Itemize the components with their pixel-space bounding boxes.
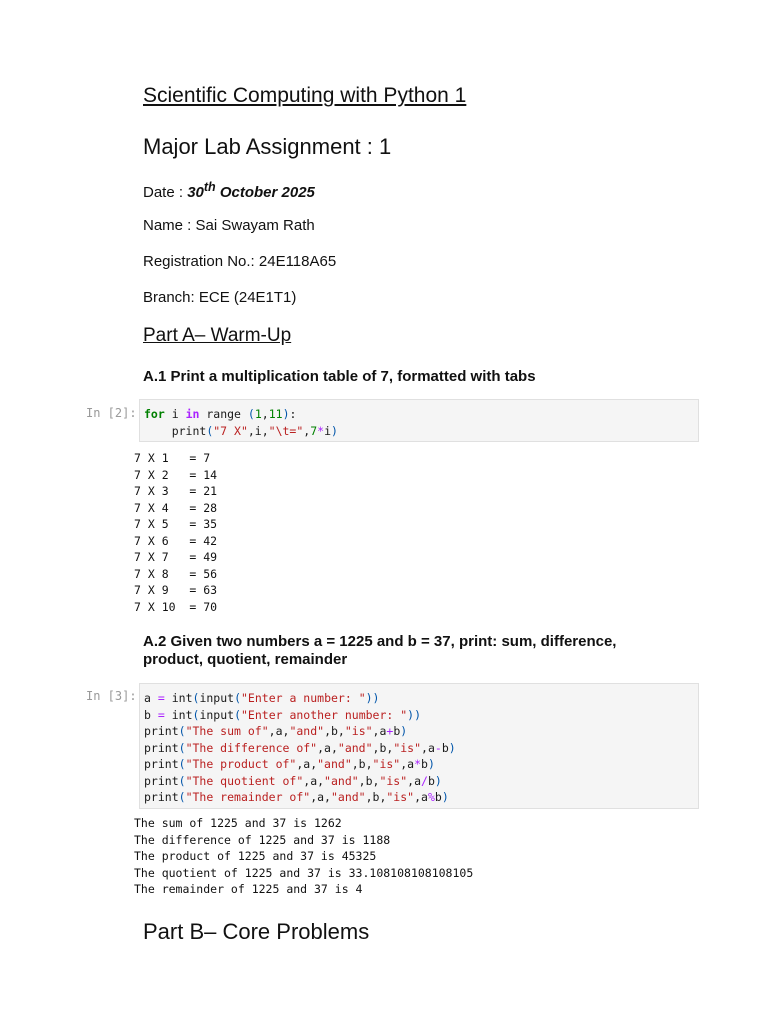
cell-prompt-3: In [3]: xyxy=(86,689,137,703)
date-sup: th xyxy=(203,180,216,194)
question-a2-line2: product, quotient, remainder xyxy=(143,651,348,668)
output-line: 7 X 3 = 21 xyxy=(134,484,218,498)
code-token: in xyxy=(185,407,200,421)
document-title: Scientific Computing with Python 1 xyxy=(143,84,467,107)
date-label: Date : xyxy=(143,184,188,201)
name-line: Name : Sai Swayam Rath xyxy=(143,217,315,234)
code-token: for xyxy=(144,407,165,421)
output-line: The quotient of 1225 and 37 is 33.108108108108105 xyxy=(134,865,474,880)
output-a1 xyxy=(134,450,217,615)
output-a2 xyxy=(134,815,473,898)
output-line: 7 X 2 = 14 xyxy=(134,467,218,482)
output-line: The sum of 1225 and 37 is 1262 xyxy=(134,816,342,830)
output-line: The product of 1225 and 37 is 45325 xyxy=(134,849,377,863)
question-a1: A.1 Print a multiplication table of 7, formatted with tabs xyxy=(143,368,536,385)
date-line xyxy=(143,180,315,201)
branch-line: Branch: ECE (24E1T1) xyxy=(143,289,297,306)
output-line: 7 X 10 = 70 xyxy=(134,599,218,614)
output-line: 7 X 7 = 49 xyxy=(134,550,218,564)
question-a2 xyxy=(143,633,663,669)
code-cell-2[interactable]: for i in range (1,11): print("7 X",i,"\t=",7*i) xyxy=(139,399,699,442)
part-b-heading: Part B– Core Problems xyxy=(143,919,370,944)
output-line: The remainder of 1225 and 37 is 4 xyxy=(134,882,363,896)
output-line: 7 X 6 = 42 xyxy=(134,533,218,548)
output-line: 7 X 1 = 7 xyxy=(134,451,211,465)
registration-line: Registration No.: 24E118A65 xyxy=(143,253,337,270)
output-line: 7 X 4 = 28 xyxy=(134,500,218,515)
date-rest: October 2025 xyxy=(215,184,315,201)
output-line: 7 X 9 = 63 xyxy=(134,583,218,597)
code-cell-3[interactable]: a = int(input("Enter a number: ")) b = int(input("Enter another number: ")) print("The sum of",a,"and",b,"is",a+b) print("The difference of",a,"and",b,"is",a-b) print("The product of",a,"and",b,"is",a*b) print("The quotient of",a,"and",b,"is",a/b) print("The remainder of",a,"and",b,"is",a%b) xyxy=(139,683,699,809)
part-a-heading: Part A– Warm-Up xyxy=(143,325,292,346)
output-line: 7 X 5 = 35 xyxy=(134,517,218,531)
date-day: 30 xyxy=(187,184,204,201)
output-line: The difference of 1225 and 37 is 1188 xyxy=(134,832,391,847)
question-a2-line1: A.2 Given two numbers a = 1225 and b = 37, print: sum, difference, xyxy=(143,633,617,650)
cell-prompt-2: In [2]: xyxy=(86,406,137,420)
assignment-heading: Major Lab Assignment : 1 xyxy=(143,134,392,159)
output-line: 7 X 8 = 56 xyxy=(134,566,218,581)
